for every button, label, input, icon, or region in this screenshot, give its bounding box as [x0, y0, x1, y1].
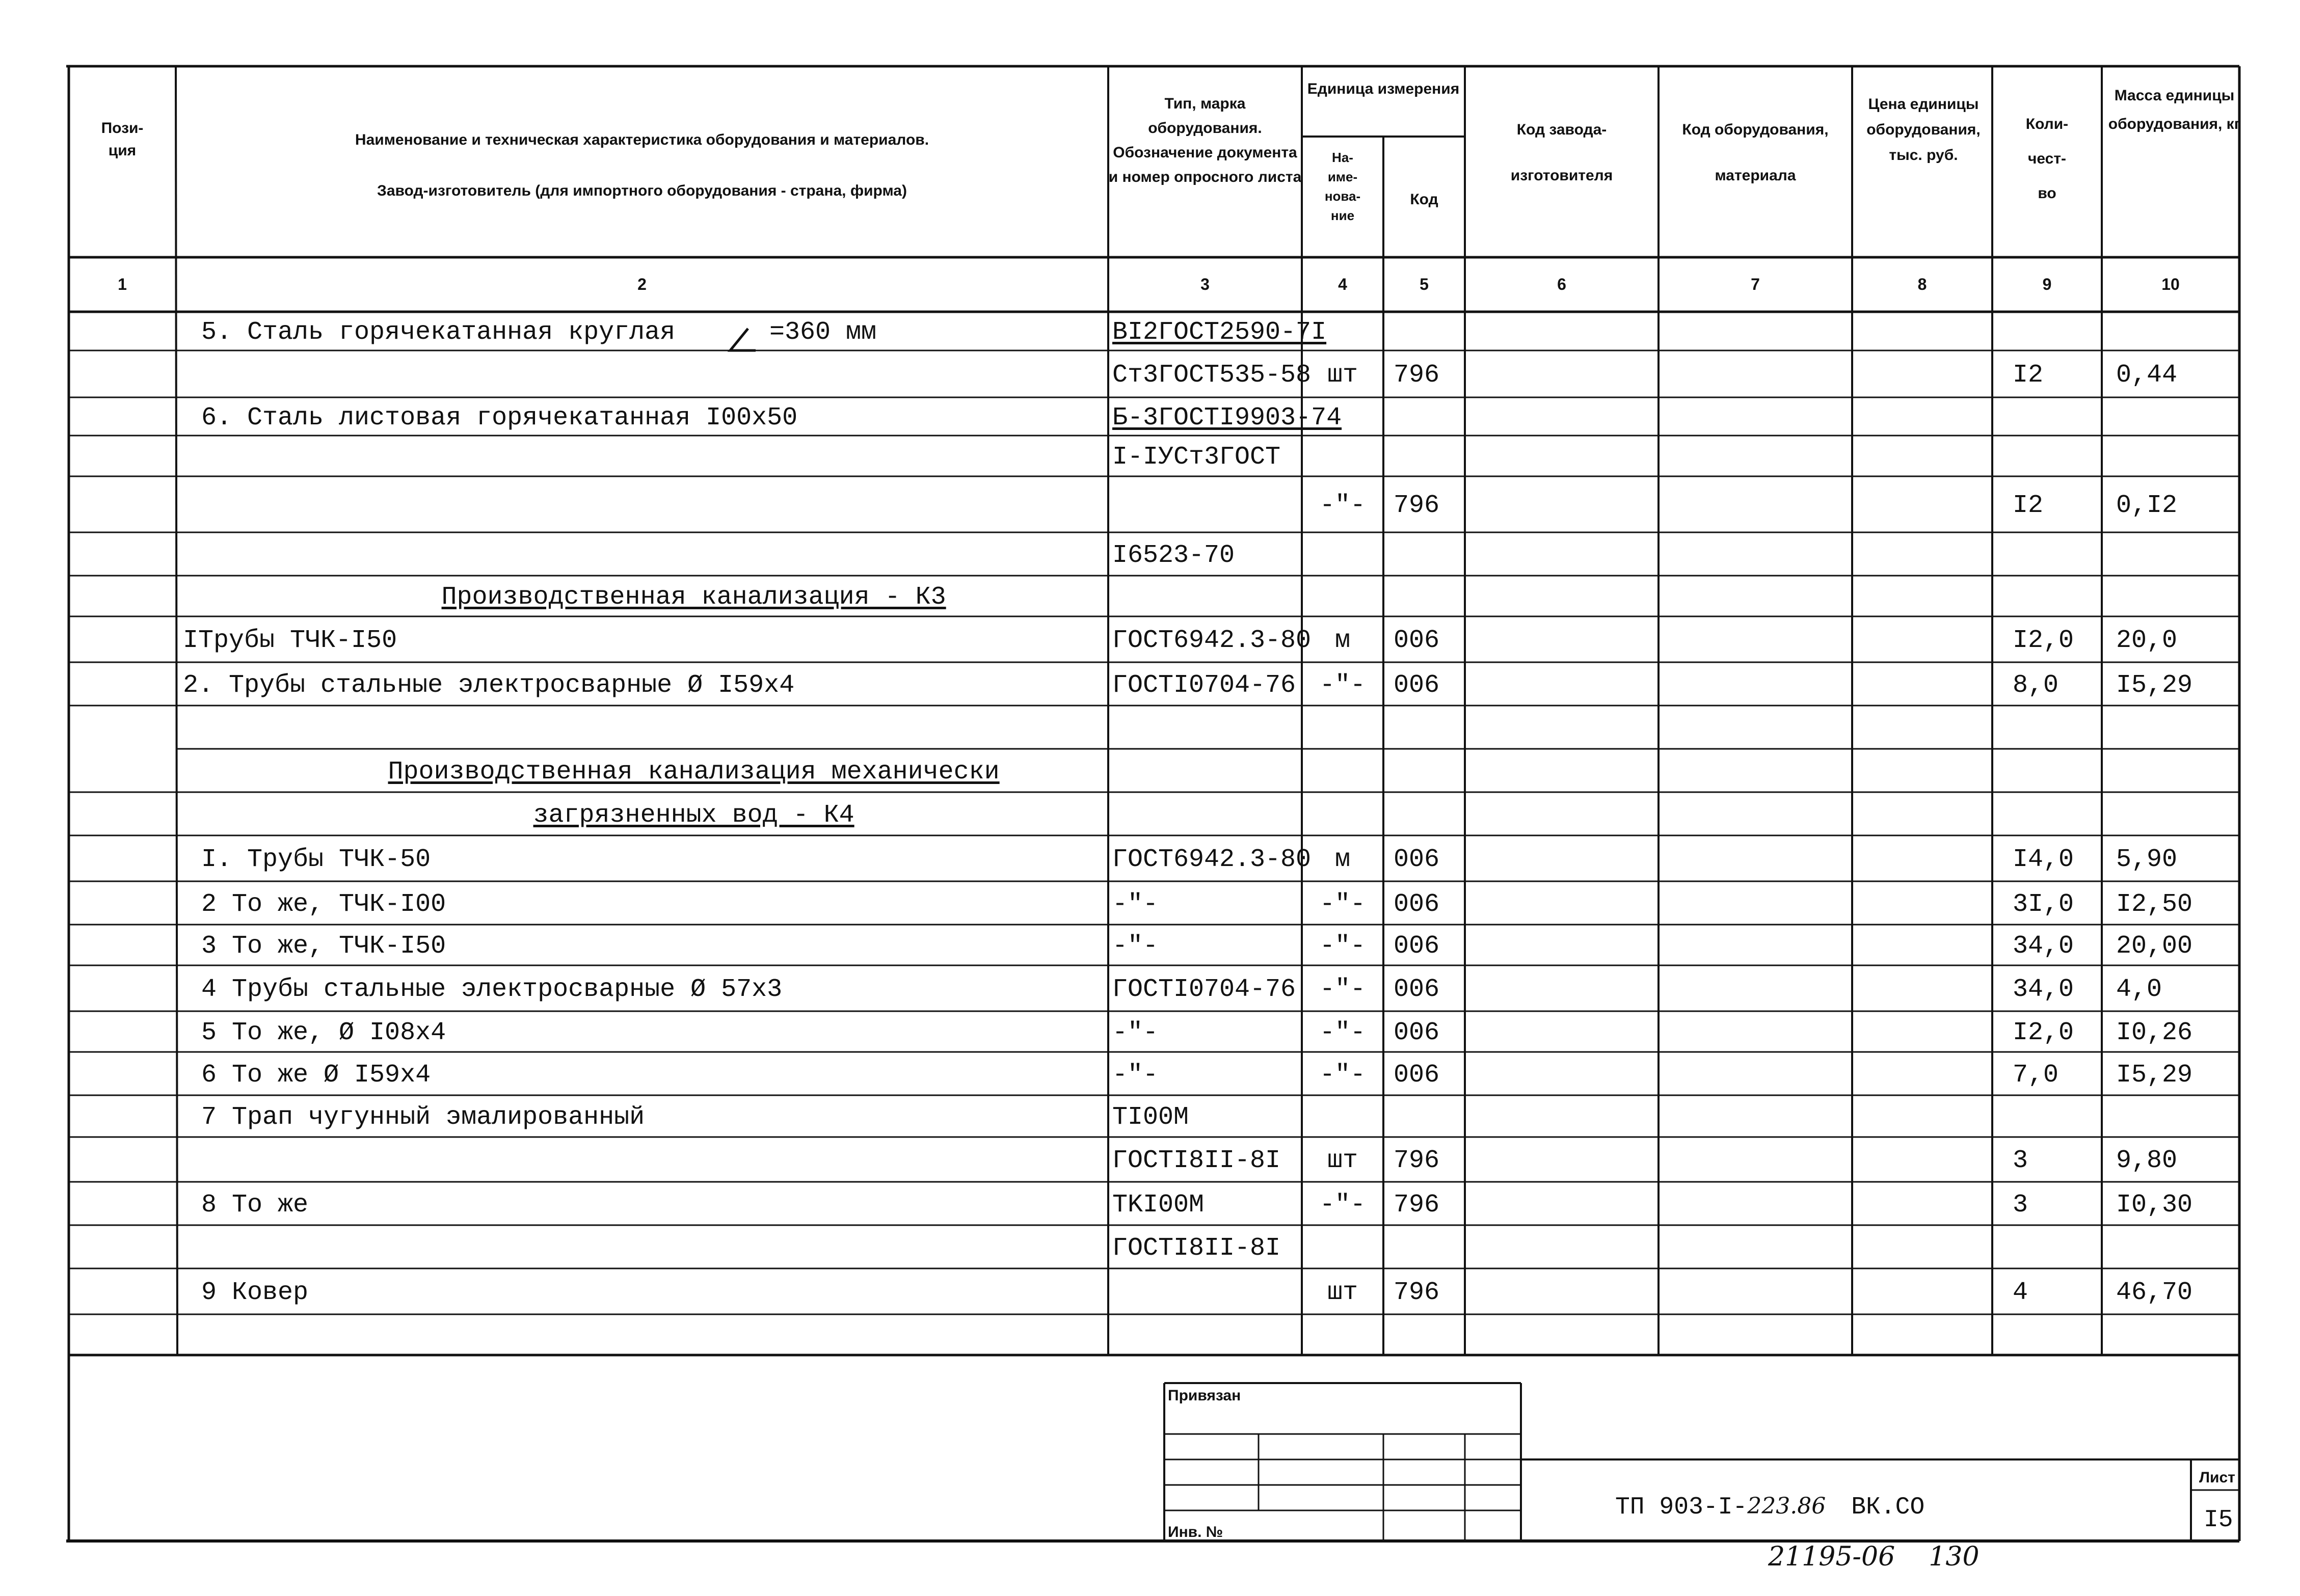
item-mass: 4,0 [2116, 975, 2162, 1004]
item-name: 2 То же, ТЧК-I00 [201, 889, 446, 919]
item-quantity: 3 [2013, 1146, 2028, 1175]
item-type: I6523-70 [1112, 540, 1235, 570]
header-price: Цена единицы оборудования, тыс. руб. [1866, 96, 1981, 164]
item-type: -"- [1112, 889, 1159, 919]
item-unit: шт [1327, 361, 1358, 390]
item-unit: -"- [1319, 932, 1366, 961]
item-unit-code: 006 [1394, 889, 1440, 919]
item-name: 5. Сталь горячекатанная круглая [201, 318, 676, 347]
item-name: 2. Трубы стальные электросварные Ø I59x4 [183, 670, 795, 700]
section-heading: Производственная канализация - К3 [441, 583, 946, 612]
column-number: 6 [1557, 275, 1566, 293]
item-mass: 20,0 [2116, 626, 2178, 655]
header-name: Наименование и техническая характеристика оборудования и материалов. Завод-изготовитель (для импортного оборудования - страна, фирма) [355, 131, 929, 199]
item-unit: -"- [1319, 975, 1366, 1004]
item-type: ГОСТI0704-76 [1112, 670, 1296, 700]
item-unit: м [1334, 626, 1350, 655]
section-heading: загрязненных вод - К4 [533, 800, 854, 830]
item-mass: 0,44 [2116, 361, 2178, 390]
sheet-number: I5 [2204, 1506, 2233, 1534]
item-unit: -"- [1319, 1060, 1366, 1090]
item-type: Ст3ГОСТ535-58 [1112, 361, 1312, 390]
item-mass: 0,I2 [2116, 491, 2178, 520]
header-factory-code: Код завода-изготовителя [1510, 121, 1613, 184]
item-unit: шт [1327, 1146, 1358, 1175]
item-name: 4 Трубы стальные электросварные Ø 57x3 [201, 975, 783, 1004]
item-name: I. Трубы ТЧК-50 [201, 845, 431, 874]
item-type: I-IУСт3ГОСТ [1112, 443, 1281, 472]
header-equipment-code: Код оборудования, материала [1682, 121, 1829, 184]
column-number: 7 [1751, 275, 1760, 293]
handwritten-footer-number: 21195-06 130 [1768, 1541, 1980, 1572]
stamp-inventory-number: Инв. № [1168, 1524, 1223, 1540]
header-type: Тип, марка оборудования. Обозначение документа и номер опросного листа [1108, 95, 1302, 185]
item-unit: -"- [1319, 670, 1366, 700]
item-unit-code: 006 [1394, 975, 1440, 1004]
item-unit-code: 006 [1394, 1018, 1440, 1047]
item-mass: I5,29 [2116, 670, 2193, 700]
column-number: 5 [1420, 275, 1429, 293]
item-mass: I2,50 [2116, 889, 2193, 919]
item-name: 6. Сталь листовая горячекатанная I00x50 [201, 403, 798, 432]
header-unit-name: На- име- нова- ние [1324, 150, 1361, 223]
item-name: 8 То же [201, 1190, 309, 1220]
item-unit-code: 796 [1394, 1146, 1440, 1175]
item-quantity: I2 [2013, 491, 2044, 520]
item-unit: -"- [1319, 1018, 1366, 1047]
column-number: 10 [2161, 275, 2180, 293]
item-type: ГОСТI8II-8I [1112, 1233, 1281, 1263]
item-mass: 46,70 [2116, 1278, 2193, 1307]
item-unit: -"- [1319, 491, 1366, 520]
item-name: 5 То же, Ø I08x4 [201, 1018, 446, 1047]
item-unit-code: 006 [1394, 845, 1440, 874]
header-mass: Масса единицы оборудования, кг [2108, 87, 2241, 132]
item-type: ГОСТI8II-8I [1112, 1146, 1281, 1175]
item-unit: -"- [1319, 889, 1366, 919]
item-quantity: 3I,0 [2013, 889, 2074, 919]
header-quantity: Коли- чест- во [2025, 116, 2069, 202]
item-name: IТрубы ТЧК-I50 [183, 626, 397, 655]
column-line [176, 66, 177, 1355]
item-type: -"- [1112, 1018, 1159, 1047]
item-name: 9 Ковер [201, 1278, 309, 1307]
item-type: ГОСТI0704-76 [1112, 975, 1296, 1004]
item-mass: I0,26 [2116, 1018, 2193, 1047]
column-number: 9 [2042, 275, 2052, 293]
item-unit: шт [1327, 1278, 1358, 1307]
column-number: 1 [118, 275, 127, 293]
item-unit-code: 796 [1394, 1278, 1440, 1307]
item-name: 3 То же, ТЧК-I50 [201, 932, 446, 961]
item-mass: I5,29 [2116, 1060, 2193, 1090]
item-unit-code: 006 [1394, 1060, 1440, 1090]
item-type: TI00M [1112, 1103, 1189, 1132]
header-position: Пози- ция [101, 120, 144, 159]
item-mass: I0,30 [2116, 1190, 2193, 1220]
item-unit: м [1334, 845, 1350, 874]
item-unit-code: 796 [1394, 1190, 1440, 1220]
item-unit-code: 006 [1394, 932, 1440, 961]
document-code: ТП 903-I-223.86 ВК.СО [1615, 1493, 1925, 1521]
item-mass: 5,90 [2116, 845, 2178, 874]
item-quantity: I2,0 [2013, 1018, 2074, 1047]
item-quantity: 34,0 [2013, 975, 2074, 1004]
item-mass: 20,00 [2116, 932, 2193, 961]
sheet-label: Лист [2199, 1469, 2235, 1486]
item-quantity: 7,0 [2013, 1060, 2059, 1090]
item-type: Б-3ГОСТI9903-74 [1112, 403, 1342, 432]
column-number: 4 [1338, 275, 1347, 293]
item-type: ГОСТ6942.3-80 [1112, 626, 1312, 655]
item-quantity: 4 [2013, 1278, 2028, 1307]
column-number: 3 [1200, 275, 1210, 293]
item-quantity: 8,0 [2013, 670, 2059, 700]
header-unit-code: Код [1410, 191, 1438, 208]
column-number: 2 [637, 275, 647, 293]
section-heading: Производственная канализация механически [388, 757, 1000, 787]
item-quantity: I2 [2013, 361, 2044, 390]
item-type: -"- [1112, 1060, 1159, 1090]
item-unit-code: 006 [1394, 626, 1440, 655]
header-unit: Единица измерения [1307, 80, 1460, 97]
item-type: -"- [1112, 932, 1159, 961]
item-quantity: 3 [2013, 1190, 2028, 1220]
item-type: BI2ГОСТ2590-7I [1112, 318, 1327, 347]
item-quantity: I2,0 [2013, 626, 2074, 655]
item-unit-code: 006 [1394, 670, 1440, 700]
item-quantity: 34,0 [2013, 932, 2074, 961]
item-quantity: I4,0 [2013, 845, 2074, 874]
column-number: 8 [1917, 275, 1927, 293]
item-name-extra: =360 мм [769, 318, 877, 347]
item-type: TKI00M [1112, 1190, 1205, 1220]
item-mass: 9,80 [2116, 1146, 2178, 1175]
stamp-privyazan: Привязан [1168, 1387, 1241, 1404]
item-type: ГОСТ6942.3-80 [1112, 845, 1312, 874]
length-symbol-icon [720, 326, 761, 357]
item-unit-code: 796 [1394, 491, 1440, 520]
item-name: 7 Трап чугунный эмалированный [201, 1103, 645, 1132]
item-name: 6 То же Ø I59x4 [201, 1060, 431, 1090]
item-unit-code: 796 [1394, 361, 1440, 390]
item-unit: -"- [1319, 1190, 1366, 1220]
